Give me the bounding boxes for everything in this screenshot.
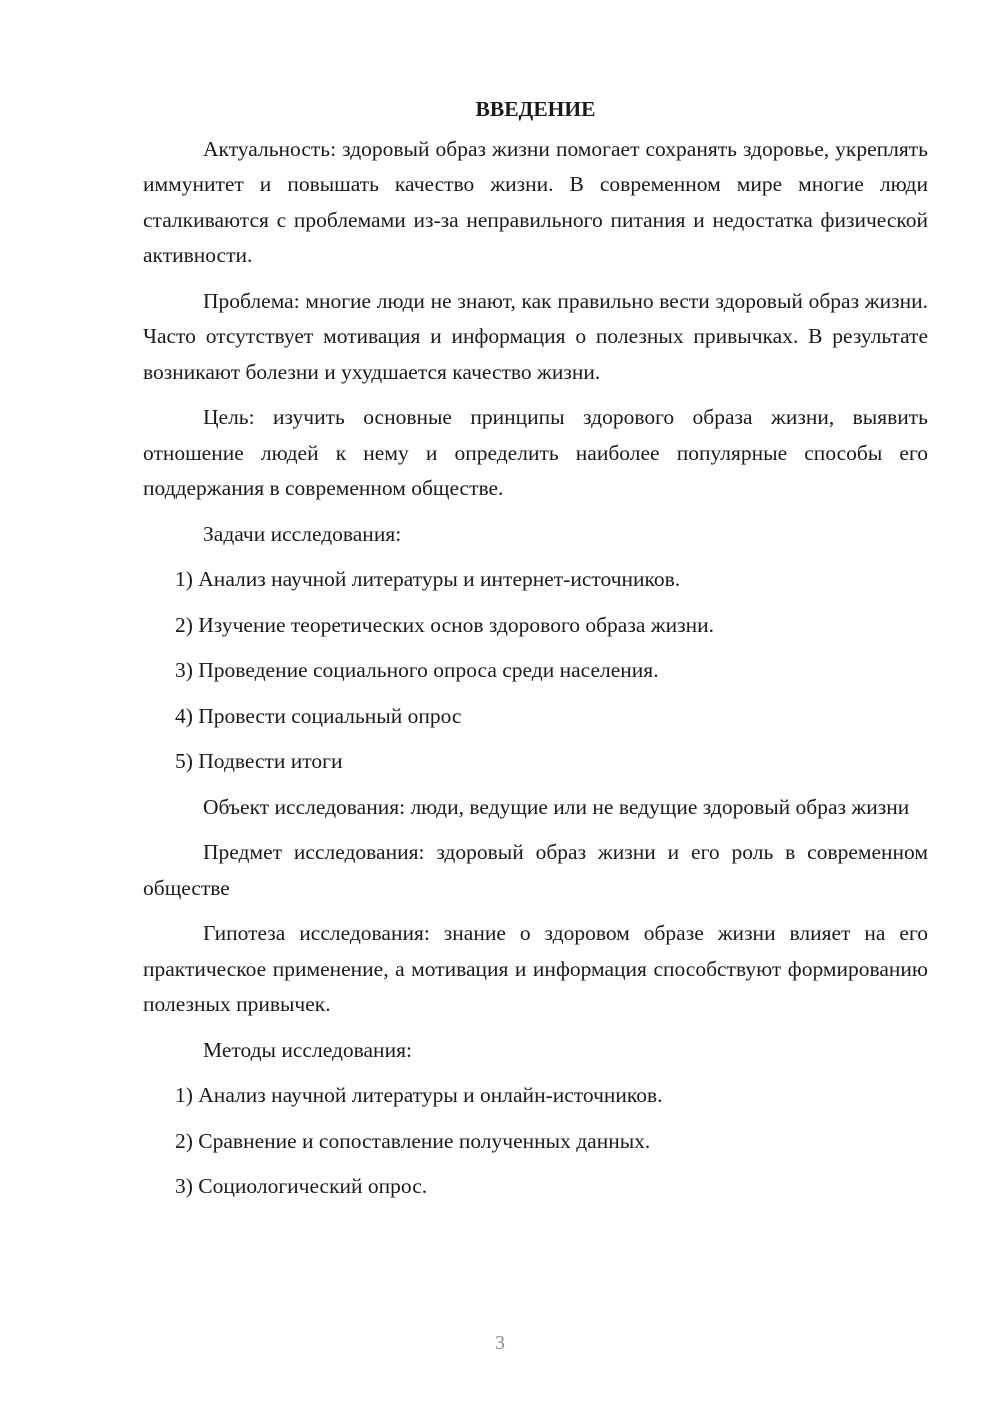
task-item-4: 4) Провести социальный опрос [175, 703, 462, 728]
problem-paragraph: Проблема: многие люди не знают, как правильно вести здоровый образ жизни. Часто отсутствует мотивация и информация о полезных привычках. В результате возникают болезни и ухудшается качество жизни. [143, 288, 928, 384]
task-item-1: 1) Анализ научной литературы и интернет-источников. [175, 567, 681, 591]
task-item-3: 3) Проведение социального опроса среди населения. [175, 658, 659, 682]
task-item-5: 5) Подвести итоги [175, 749, 343, 773]
hypothesis-paragraph: Гипотеза исследования: знание о здоровом образе жизни влияет на его практическое применение, а мотивация и информация способствуют формированию полезных привычек. [143, 921, 928, 1016]
methods-title: Методы исследования: [203, 1037, 412, 1062]
task-item-2: 2) Изучение теоретических основ здорового образа жизни. [175, 612, 714, 637]
object-paragraph: Объект исследования: люди, ведущие или не ведущие здоровый образ жизни [203, 794, 910, 819]
method-item-1: 1) Анализ научной литературы и онлайн-источников. [175, 1083, 663, 1107]
tasks-title: Задачи исследования: [203, 521, 402, 546]
method-item-3: 3) Социологический опрос. [175, 1174, 428, 1198]
goal-paragraph: Цель: изучить основные принципы здорового образа жизни, выявить отношение людей к нему и определить наиболее популярные способы его поддержания в современном обществе. [143, 405, 928, 500]
subject-paragraph: Предмет исследования: здоровый образ жизни и его роль в современном обществе [143, 840, 928, 900]
relevance-paragraph: Актуальность: здоровый образ жизни помогает сохранять здоровье, укреплять иммунитет и повышать качество жизни. В современном мире многие люди сталкиваются с проблемами из-за неправильного питания и недостатка физической активности. [143, 136, 928, 267]
section-heading: ВВЕДЕНИЕ [475, 97, 596, 121]
page-number: 3 [495, 1332, 505, 1354]
document-page [143, 92, 928, 1215]
method-item-2: 2) Сравнение и сопоставление полученных данных. [175, 1128, 651, 1153]
